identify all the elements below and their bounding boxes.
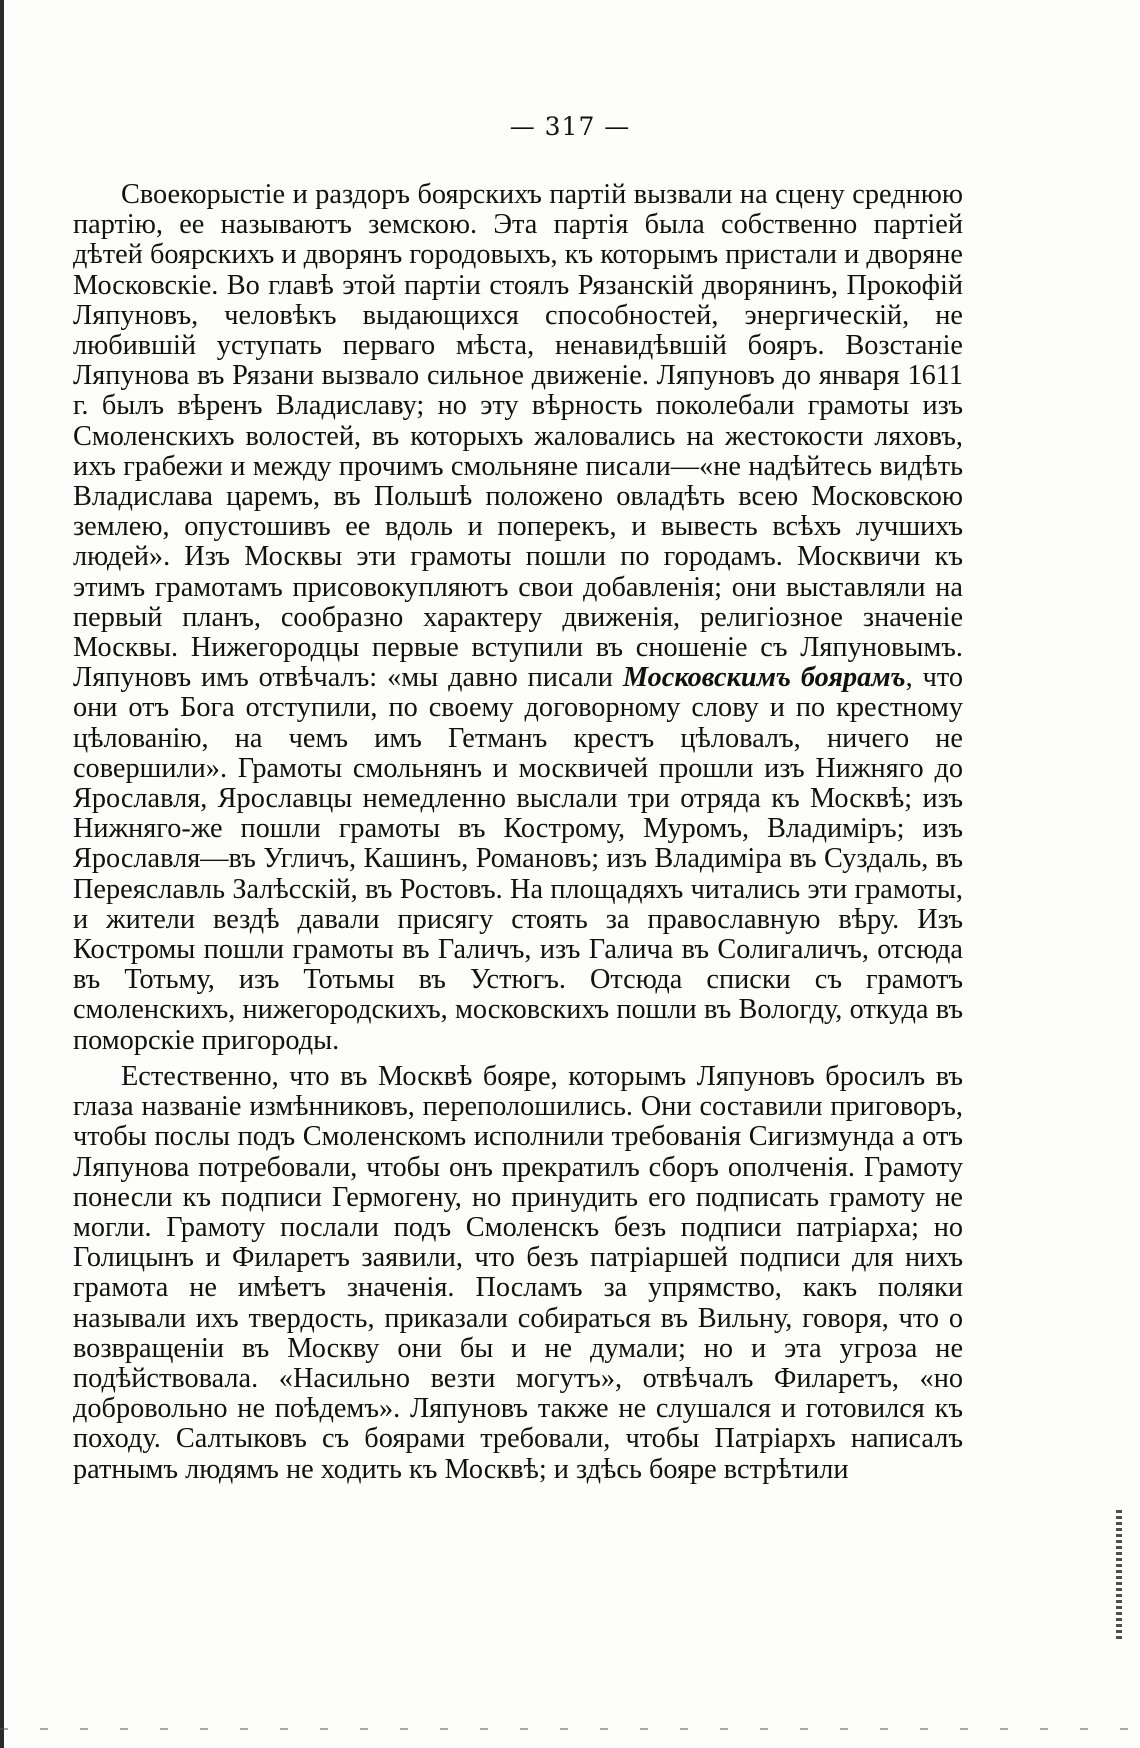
page-number: — 317 — [509,112,631,141]
scan-mark-right [1116,1510,1122,1640]
emphasized-phrase: Московскимъ боярамъ [622,662,906,694]
scan-bottom-edge [0,1728,1140,1730]
paragraph-1-part-2: , что они отъ Бога отступили, по своему договорному слову и по крестному цѣлованію, на чемъ имъ Гетманъ крестъ цѣловалъ, ничего не совершили». Грамоты смольнянъ и москвичей прошли изъ Нижняго до Ярославля, Ярославцы немедленно выслали три отряда къ Москвѣ; изъ Нижняго-же пошли грамоты въ Кострому, Муромъ, Владиміръ; изъ Ярославля—въ Угличъ, Кашинъ, Романовъ; изъ Владиміра въ Суздаль, въ Переяславль Залѣсскій, въ Ростовъ. На площадяхъ читались эти грамоты, и жители вездѣ давали присягу стоять за православную вѣру. Изъ Костромы пошли грамоты въ Галичъ, изъ Галича въ Солигаличъ, отсюда въ Тотьму, изъ Тотьмы въ Устюгъ. Отсюда списки съ грамотъ смоленскихъ, нижегородскихъ, московскихъ пошли въ Вологду, откуда въ поморскіе пригороды. [73,662,963,1056]
paragraph-2: Естественно, что въ Москвѣ бояре, которымъ Ляпуновъ бросилъ въ глаза названіе измѣнниковъ, переполошились. Они составили приговоръ, чтобы послы подъ Смоленскомъ исполнили требованія Сигизмунда а отъ Ляпунова потребовали, чтобы онъ прекратилъ сборъ ополченія. Грамоту понесли къ подписи Гермогену, но принудить его подписать грамоту не могли. Грамоту послали подъ Смоленскъ безъ подписи патріарха; но Голицынъ и Филаретъ заявили, что безъ патріаршей подписи для нихъ грамота не имѣетъ значенія. Посламъ за упрямство, какъ поляки называли ихъ твердость, приказали собираться въ Вильну, говоря, что о возвращеніи въ Москву они бы и не думали; но и эта угроза не подѣйствовала. «Насильно везти могутъ», отвѣчалъ Филаретъ, «но добровольно не поѣдемъ». Ляпуновъ также не слушался и готовился къ походу. Салтыковъ съ боярами требовали, чтобы Патріархъ написалъ ратнымъ людямъ не ходить къ Москвѣ; и здѣсь бояре встрѣтили [73,1060,963,1485]
paragraph-1-part-1: Своекорыстіе и раздоръ боярскихъ партій вызвали на сцену среднюю партію, ее называютъ земскою. Эта партія была собственно партіей дѣтей боярскихъ и дворянъ городовыхъ, къ которымъ пристали и дворяне Московскіе. Во главѣ этой партіи стоялъ Рязанскій дворянинъ, Прокофій Ляпуновъ, человѣкъ выдающихся способностей, энергическій, не любившій уступать перваго мѣста, ненавидѣвшій бояръ. Возстаніе Ляпунова въ Рязани вызвало сильное движеніе. Ляпуновъ до января 1611 г. былъ вѣренъ Владиславу; но эту вѣрность поколебали грамоты изъ Смоленскихъ волостей, въ которыхъ жаловались на жестокости ляховъ, ихъ грабежи и между прочимъ смольняне писали—«не надѣйтесь видѣть Владислава царемъ, въ Польшѣ положено овладѣть всею Московскою землею, опустошивъ ее вдоль и поперекъ, и вывесть всѣхъ лучшихъ людей». Изъ Москвы эти грамоты пошли по городамъ. Москвичи къ этимъ грамотамъ присовокупляютъ свои добавленія; они выставляли на первый планъ, сообразно характеру движенія, религіозное значеніе Москвы. Нижегородцы первые вступили въ сношеніе съ Ляпуновымъ. Ляпуновъ имъ отвѣчалъ: «мы давно писали [73,179,963,694]
paragraph-1 [73,180,963,1056]
scan-edge-left [0,0,4,1748]
body-text [73,180,963,1485]
